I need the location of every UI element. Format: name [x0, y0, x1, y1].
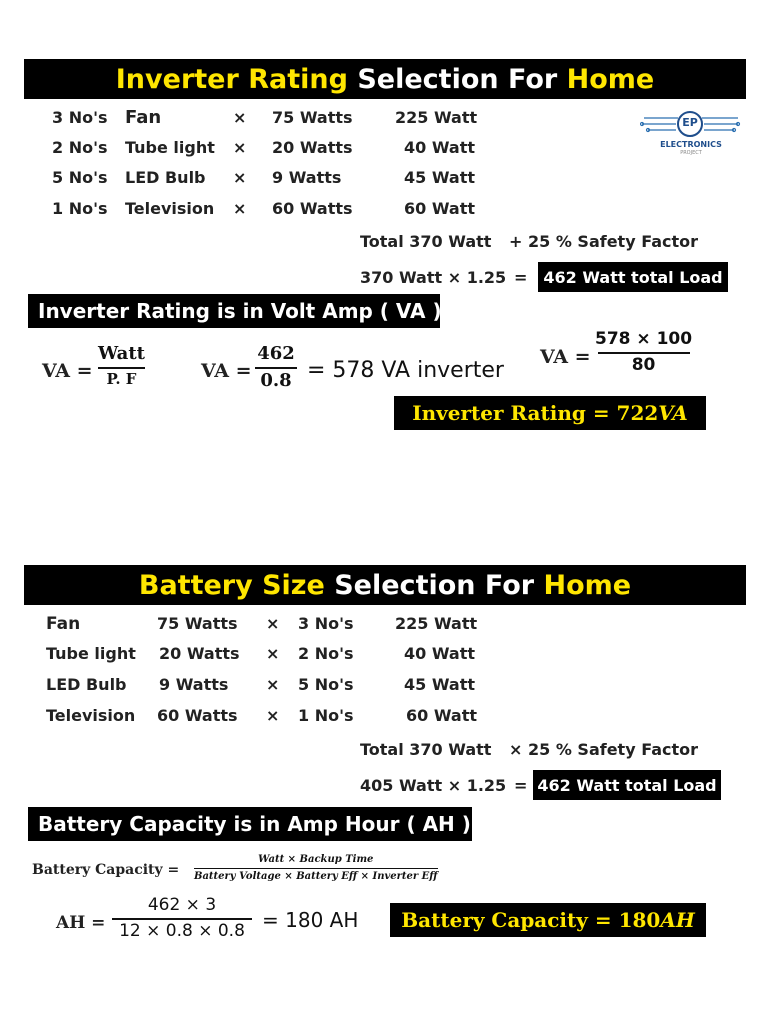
- row-times: ×: [266, 644, 280, 663]
- row-total: 40 Watt: [404, 138, 476, 157]
- row-watts: 75 Watts: [272, 108, 353, 127]
- row-item: Fan: [125, 107, 162, 128]
- row-total: 40 Watt: [404, 644, 476, 663]
- row-watts: 60 Watts: [272, 199, 353, 218]
- formula2-result: = 578 VA inverter: [307, 358, 504, 383]
- row-times: ×: [266, 614, 280, 633]
- battery-capacity-result: [390, 903, 706, 937]
- row-qty: 2 No's: [298, 644, 354, 663]
- inverter-section-heading: Inverter Rating is in Volt Amp ( VA ): [28, 294, 440, 328]
- battery-capacity-label: Battery Capacity = 180: [401, 908, 661, 932]
- battery-title-home: Home: [543, 569, 632, 601]
- inverter-title-highlight: Inverter Rating: [115, 63, 348, 95]
- formula1-lhs: VA =: [42, 360, 93, 382]
- row-total: 225 Watt: [395, 614, 478, 633]
- row-times: ×: [233, 168, 247, 187]
- battery-calc-text: 405 Watt × 1.25: [360, 776, 507, 795]
- row-qty: 5 No's: [298, 675, 354, 694]
- row-times: ×: [266, 706, 280, 725]
- row-total: 60 Watt: [404, 199, 476, 218]
- battery-total-text: Total 370 Watt: [360, 740, 492, 759]
- row-qty: 2 No's: [52, 138, 108, 157]
- formula2-fraction: [255, 344, 297, 391]
- ah-formula-lhs: AH =: [56, 913, 106, 933]
- formula3-denominator: 80: [631, 354, 656, 375]
- battery-title-highlight: Battery Size: [138, 569, 325, 601]
- inverter-equals: =: [514, 268, 528, 287]
- row-total: 60 Watt: [406, 706, 478, 725]
- row-qty: 5 No's: [52, 168, 108, 187]
- inverter-total-text: Total 370 Watt: [360, 232, 492, 251]
- row-item: Television: [125, 199, 215, 218]
- ah-formula-numerator: 462 × 3: [147, 895, 217, 915]
- formula2-denominator: 0.8: [260, 369, 292, 391]
- battery-capacity-unit: AH: [660, 908, 695, 932]
- logo-sub: PROJECT: [680, 150, 702, 156]
- inverter-rating-label: Inverter Rating = 722: [412, 401, 659, 425]
- ah-formula-fraction: [112, 896, 252, 941]
- row-times: ×: [233, 138, 247, 157]
- row-total: 45 Watt: [404, 168, 476, 187]
- row-qty: 3 No's: [298, 614, 354, 633]
- ah-formula-result: = 180 AH: [262, 908, 359, 932]
- logo-initials: EP: [682, 116, 698, 129]
- fraction-bar: [112, 918, 252, 920]
- row-item: Fan: [46, 614, 81, 634]
- capacity-formula-fraction: [194, 854, 438, 883]
- inverter-title-middle: Selection For: [357, 63, 558, 95]
- capacity-formula-denominator: Battery Voltage × Battery Eff × Inverter Eff: [194, 871, 438, 882]
- row-times: ×: [233, 108, 247, 127]
- row-item: Tube light: [125, 138, 215, 157]
- battery-safety-text: × 25 % Safety Factor: [509, 740, 698, 759]
- row-watts: 9 Watts: [159, 675, 229, 694]
- row-times: ×: [233, 199, 247, 218]
- battery-title-middle: Selection For: [334, 569, 535, 601]
- row-item: Television: [46, 706, 136, 725]
- row-total: 45 Watt: [404, 675, 476, 694]
- capacity-formula-numerator: Watt × Backup Time: [258, 854, 374, 865]
- row-item: Tube light: [46, 644, 136, 663]
- battery-title-banner: [24, 565, 746, 605]
- row-watts: 60 Watts: [157, 706, 238, 725]
- formula2-lhs: VA =: [201, 360, 252, 382]
- inverter-total-load-box: 462 Watt total Load: [538, 262, 728, 292]
- inverter-safety-text: + 25 % Safety Factor: [509, 232, 698, 251]
- formula3-fraction: [595, 330, 692, 375]
- fraction-bar: [255, 367, 297, 369]
- row-qty: 3 No's: [52, 108, 108, 127]
- row-times: ×: [266, 675, 280, 694]
- fraction-bar: [98, 367, 145, 369]
- inverter-title-banner: [24, 59, 746, 99]
- battery-total-load-box: 462 Watt total Load: [533, 770, 721, 800]
- formula3-lhs: VA =: [540, 346, 591, 368]
- fraction-bar: [194, 868, 438, 870]
- formula1-numerator: Watt: [98, 343, 145, 364]
- inverter-rating-result: [394, 396, 706, 430]
- row-item: LED Bulb: [46, 675, 127, 694]
- battery-equals: =: [514, 776, 528, 795]
- row-total: 225 Watt: [395, 108, 478, 127]
- row-item: LED Bulb: [125, 168, 206, 187]
- capacity-formula-lhs: Battery Capacity =: [32, 862, 180, 878]
- battery-section-heading: Battery Capacity is in Amp Hour ( AH ): [28, 807, 472, 841]
- formula1-denominator: P. F: [106, 369, 137, 388]
- row-watts: 75 Watts: [157, 614, 238, 633]
- row-watts: 9 Watts: [272, 168, 342, 187]
- ep-electronics-logo: [640, 110, 742, 160]
- row-watts: 20 Watts: [159, 644, 240, 663]
- row-qty: 1 No's: [52, 199, 108, 218]
- inverter-title-home: Home: [566, 63, 655, 95]
- inverter-rating-unit: VA: [658, 401, 688, 425]
- fraction-bar: [598, 352, 690, 354]
- formula3-numerator: 578 × 100: [595, 329, 693, 349]
- ah-formula-denominator: 12 × 0.8 × 0.8: [119, 920, 245, 941]
- row-qty: 1 No's: [298, 706, 354, 725]
- formula2-numerator: 462: [257, 343, 295, 364]
- row-watts: 20 Watts: [272, 138, 353, 157]
- formula1-fraction: [98, 344, 145, 388]
- logo-name: ELECTRONICS: [660, 140, 722, 149]
- inverter-calc-text: 370 Watt × 1.25: [360, 268, 507, 287]
